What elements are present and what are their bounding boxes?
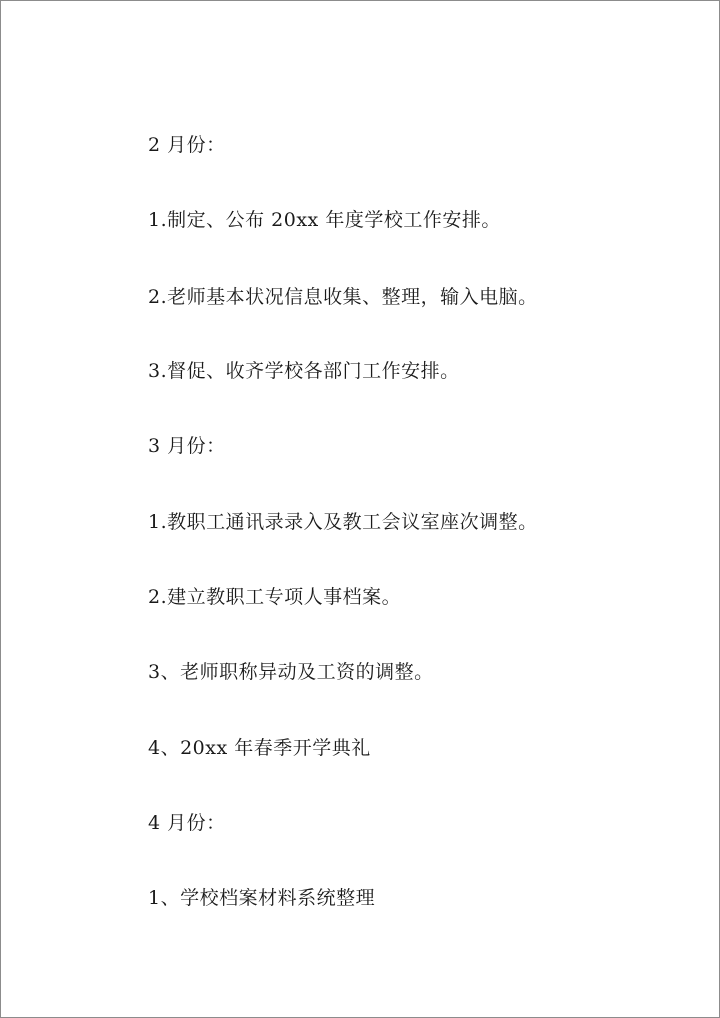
list-item: 2.老师基本状况信息收集、整理，输入电脑。 [148, 286, 538, 308]
list-item: 1.制定、公布 20xx 年度学校工作安排。 [148, 209, 501, 231]
month-heading-february: 2 月份： [148, 134, 226, 156]
month-heading-march: 3 月份： [148, 435, 226, 457]
list-item: 1、学校档案材料系统整理 [148, 887, 376, 909]
list-item: 2.建立教职工专项人事档案。 [148, 586, 402, 608]
list-item: 3、老师职称异动及工资的调整。 [148, 661, 434, 683]
list-item: 3.督促、收齐学校各部门工作安排。 [148, 360, 460, 382]
list-item: 1.教职工通讯录录入及教工会议室座次调整。 [148, 511, 538, 533]
month-heading-april: 4 月份： [148, 812, 226, 834]
list-item: 4、20xx 年春季开学典礼 [148, 737, 371, 759]
